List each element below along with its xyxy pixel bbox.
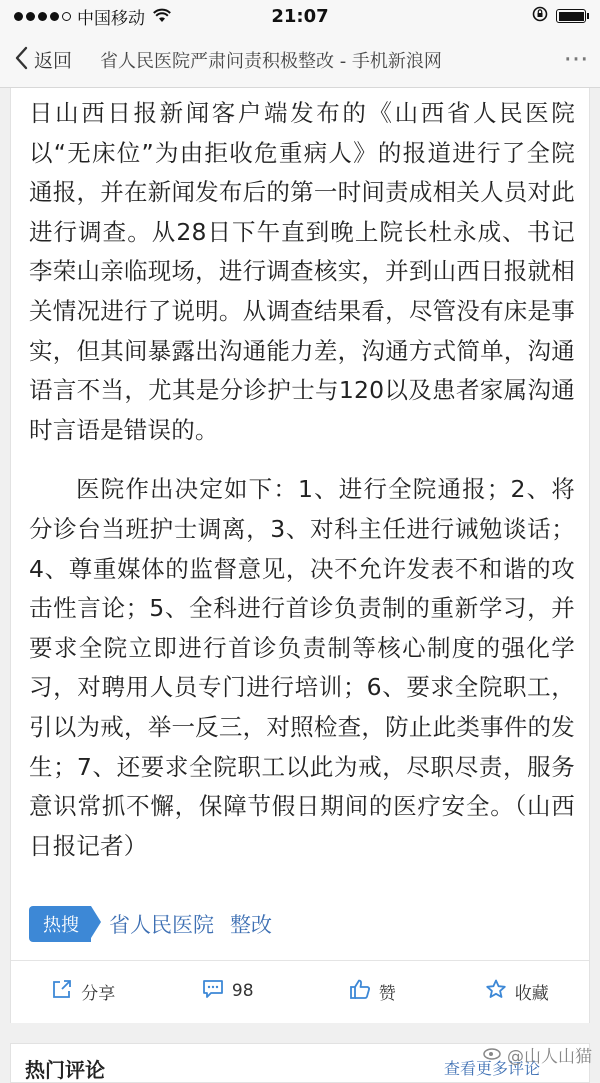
chevron-left-icon (14, 46, 28, 74)
tag-row (29, 906, 575, 942)
article-content (10, 88, 590, 1023)
weibo-icon (483, 1044, 503, 1065)
carrier-label: 中国移动 (77, 8, 145, 29)
action-bar (11, 961, 589, 1021)
page-title: 省人民医院严肃问责积极整改 - 手机新浪网 (100, 50, 442, 72)
rotation-lock-icon (532, 6, 548, 27)
like-button[interactable] (300, 961, 445, 1021)
wifi-icon (153, 9, 171, 23)
watermark-text: @山人山猫 (507, 1047, 592, 1067)
like-label: 赞 (378, 983, 396, 1004)
favorite-button[interactable] (445, 961, 590, 1021)
article-paragraph-2: 医院作出决定如下：1、进行全院通报；2、将分诊台当班护士调离，3、对科主任进行诫勉谈话；4、尊重媒体的监督意见，决不允许发表不和谐的攻击性言论；5、全科进行首诊负责制的重新学习，并要求全院立即进行首诊负责制等核心制度的强化学习，对聘用人员专门进行培训；6、要求全院职工，引以为戒，举一反三，对照检查，防止此类事件的发生；7、还要求全院职工以此为戒，尽职尽责，服务意识常抓不懈，保障节假日期间的医疗安全。（山西日报记者） (29, 475, 575, 860)
comment-icon (202, 979, 224, 1004)
status-bar (0, 0, 600, 32)
signal-strength-icon (14, 12, 71, 21)
status-time: 21:07 (271, 5, 329, 27)
more-comments-link[interactable]: 查看更多评论 (443, 1059, 540, 1078)
favorite-label: 收藏 (514, 983, 549, 1004)
hot-search-badge: 热搜 (29, 906, 91, 942)
battery-icon (556, 9, 586, 23)
tag-link[interactable]: 整改 (230, 913, 272, 938)
back-button[interactable] (0, 46, 100, 74)
back-label: 返回 (34, 50, 73, 72)
tag-link[interactable]: 省人民医院 (109, 913, 214, 938)
hot-comments-title: 热门评论 (25, 1058, 105, 1082)
watermark (483, 1042, 592, 1067)
comments-count: 98 (231, 981, 254, 1001)
thumbs-up-icon (349, 979, 371, 1004)
star-icon (485, 979, 507, 1004)
nav-bar (0, 32, 600, 88)
more-options-icon[interactable]: ··· (563, 44, 589, 75)
comments-button[interactable] (156, 961, 301, 1021)
share-button[interactable] (11, 961, 156, 1021)
article-paragraph-1: 日山西日报新闻客户端发布的《山西省人民医院以“无床位”为由拒收危重病人》的报道进行了全院通报，并在新闻发布后的第一时间责成相关人员对此进行调查。从28日下午直到晚上院长杜永成、书记李荣山亲临现场，进行调查核实，并到山西日报就相关情况进行了说明。从调查结果看，尽管没有床是事实，但其间暴露出沟通能力差，沟通方式简单，沟通语言不当，尤其是分诊护士与120以及患者家属沟通时言语是错误的。 (29, 99, 575, 444)
share-icon (51, 979, 73, 1004)
share-label: 分享 (81, 983, 116, 1004)
